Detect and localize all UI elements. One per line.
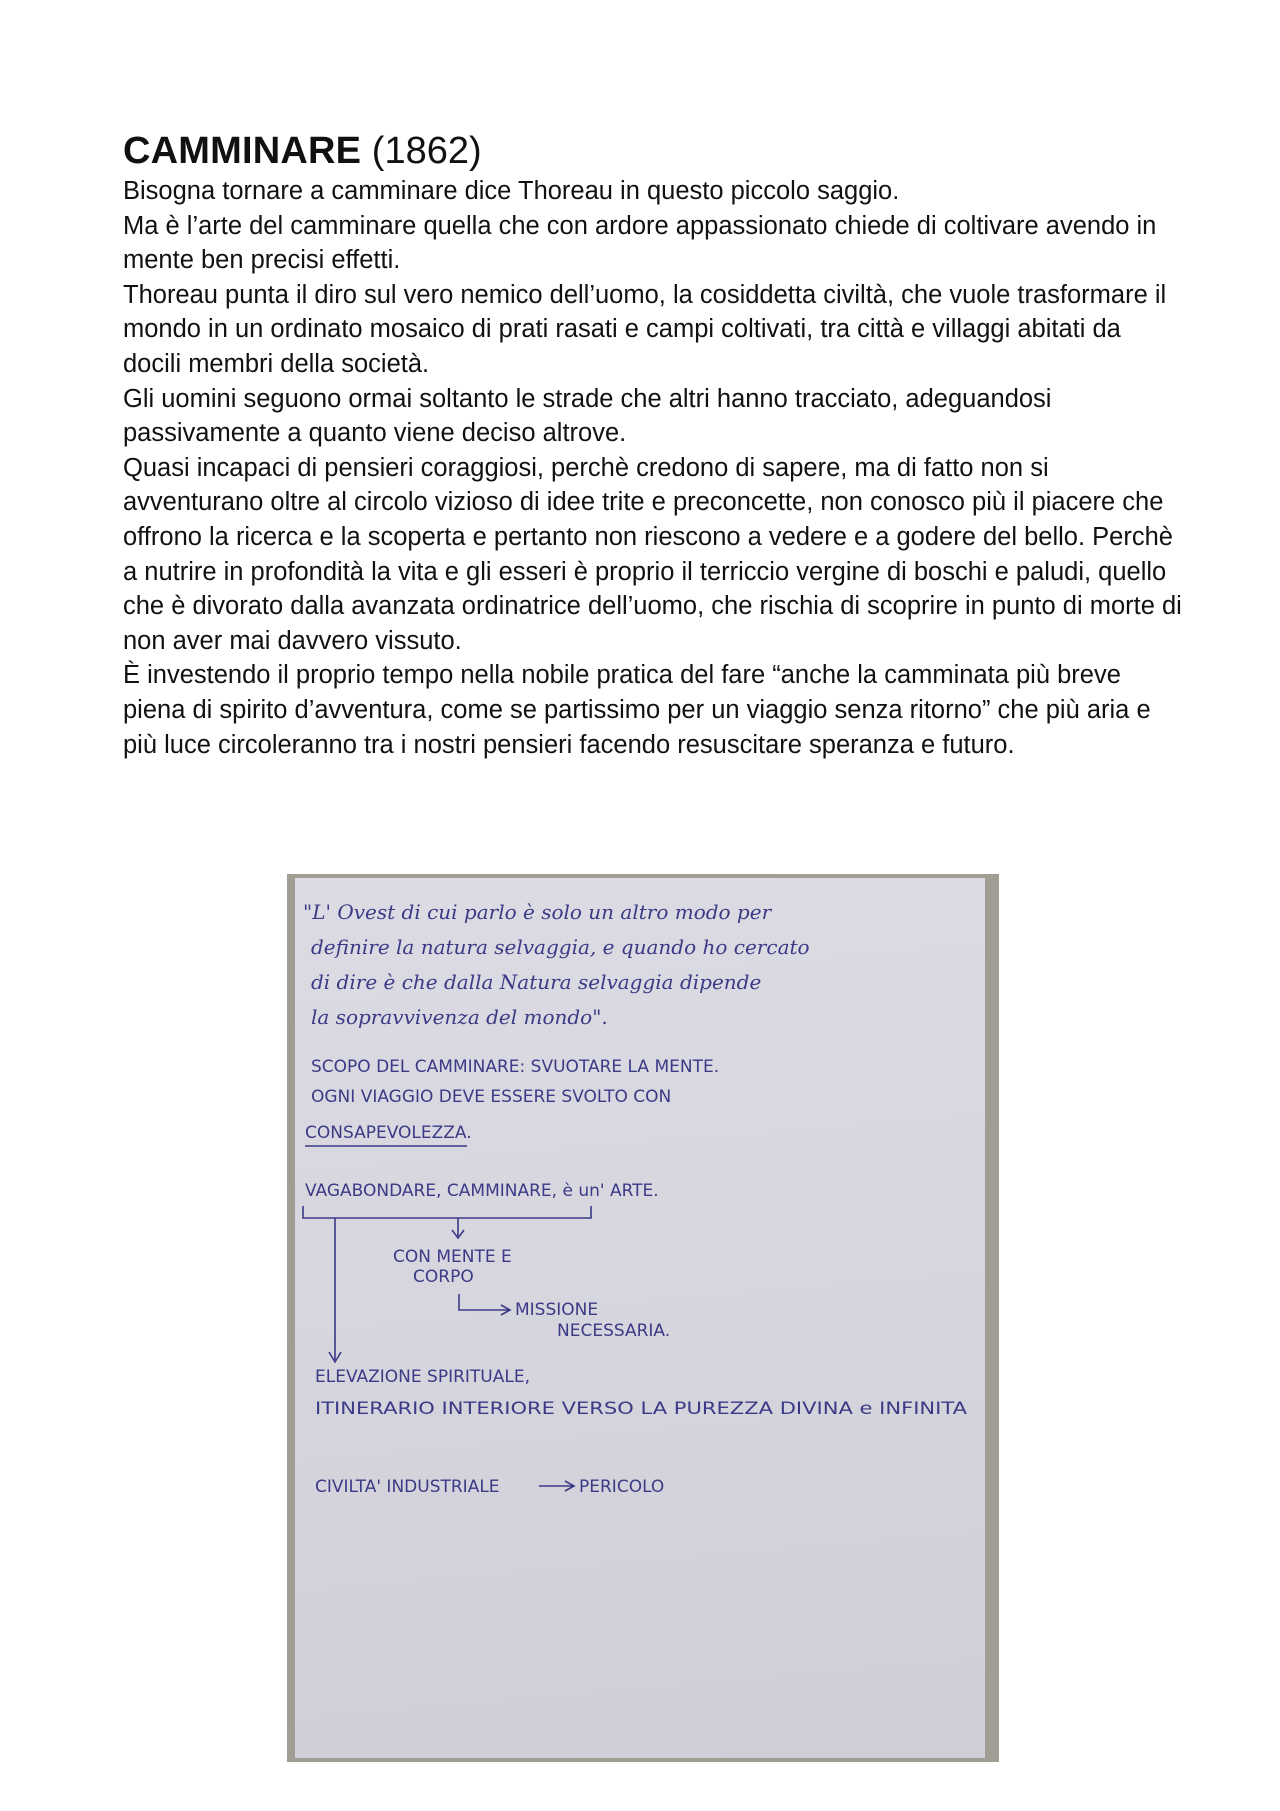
page-title <box>123 128 1183 174</box>
quote-line: di dire è che dalla Natura selvaggia dipende <box>311 970 762 994</box>
document-body <box>123 128 1183 762</box>
paragraph: Bisogna tornare a camminare dice Thoreau in questo piccolo saggio. <box>123 177 900 205</box>
quote-line: "L' Ovest di cui parlo è solo un altro modo per <box>303 900 772 924</box>
arrow-down-long <box>329 1218 341 1362</box>
paragraph: Gli uomini seguono ormai soltanto le strade che altri hanno tracciato, adeguandosi passivamente a quanto viene deciso altrove. <box>123 384 1052 448</box>
title-year: (1862) <box>361 130 482 172</box>
paragraph: Thoreau punta il diro sul vero nemico dell’uomo, la cosiddetta civiltà, che vuole trasformare il mondo in un ordinato mosaico di prati rasati e campi coltivati, tra città e villaggi abitati da docili membri della società. <box>123 280 1167 378</box>
arrow-right <box>539 1481 574 1491</box>
note-viaggio: OGNI VIAGGIO DEVE ESSERE SVOLTO CON <box>311 1087 672 1107</box>
quote-line: definire la natura selvaggia, e quando ho cercato <box>311 935 810 959</box>
note-civilta: CIVILTA' INDUSTRIALE <box>315 1477 500 1497</box>
paragraph: Ma è l’arte del camminare quella che con ardore appassionato chiede di coltivare avendo in mente ben precisi effetti. <box>123 211 1157 275</box>
note-vagabondare: VAGABONDARE, CAMMINARE, è un' ARTE. <box>305 1181 659 1201</box>
note-missione: MISSIONE <box>515 1300 599 1320</box>
bracket <box>303 1206 591 1218</box>
title-main: CAMMINARE <box>123 130 362 172</box>
note-mente: CON MENTE E <box>393 1247 512 1267</box>
paragraph: Quasi incapaci di pensieri coraggiosi, perchè credono di sapere, ma di fatto non si avventurano oltre al circolo vizioso di idee trite e preconcette, non conosco più il piacere che offrono la ricerca e la scoperta e pertanto non riescono a vedere e a godere del bello. Perchè a nutrire in profondità la vita e gli esseri è proprio il terriccio vergine di boschi e paludi, quello che è divorato dalla avanzata ordinatrice dell’uomo, che rischia di scoprire in punto di morte di non aver mai davvero vissuto. <box>123 453 1182 655</box>
note-pericolo: PERICOLO <box>579 1477 665 1497</box>
quote-line: la sopravvivenza del mondo". <box>311 1005 608 1029</box>
note-elevazione: ELEVAZIONE SPIRITUALE, <box>315 1367 530 1387</box>
paragraph: È investendo il proprio tempo nella nobile pratica del fare “anche la camminata più breve piena di spirito d’avventura, come se partissimo per un viaggio senza ritorno” che più aria e più luce circoleranno tra i nostri pensieri facendo resuscitare speranza e futuro. <box>123 661 1151 759</box>
note-itinerario: ITINERARIO INTERIORE VERSO LA PUREZZA DIVINA e INFINITA <box>315 1399 968 1419</box>
handwritten-notes-photo <box>287 874 999 1762</box>
note-scopo: SCOPO DEL CAMMINARE: SVUOTARE LA MENTE. <box>311 1057 720 1077</box>
note-corpo: CORPO <box>413 1267 474 1287</box>
note-consapevolezza: CONSAPEVOLEZZA. <box>305 1123 472 1143</box>
arrow-right <box>459 1294 510 1315</box>
arrow-down <box>452 1218 464 1238</box>
handwritten-notes <box>287 874 999 1762</box>
note-necessaria: NECESSARIA. <box>557 1321 671 1341</box>
